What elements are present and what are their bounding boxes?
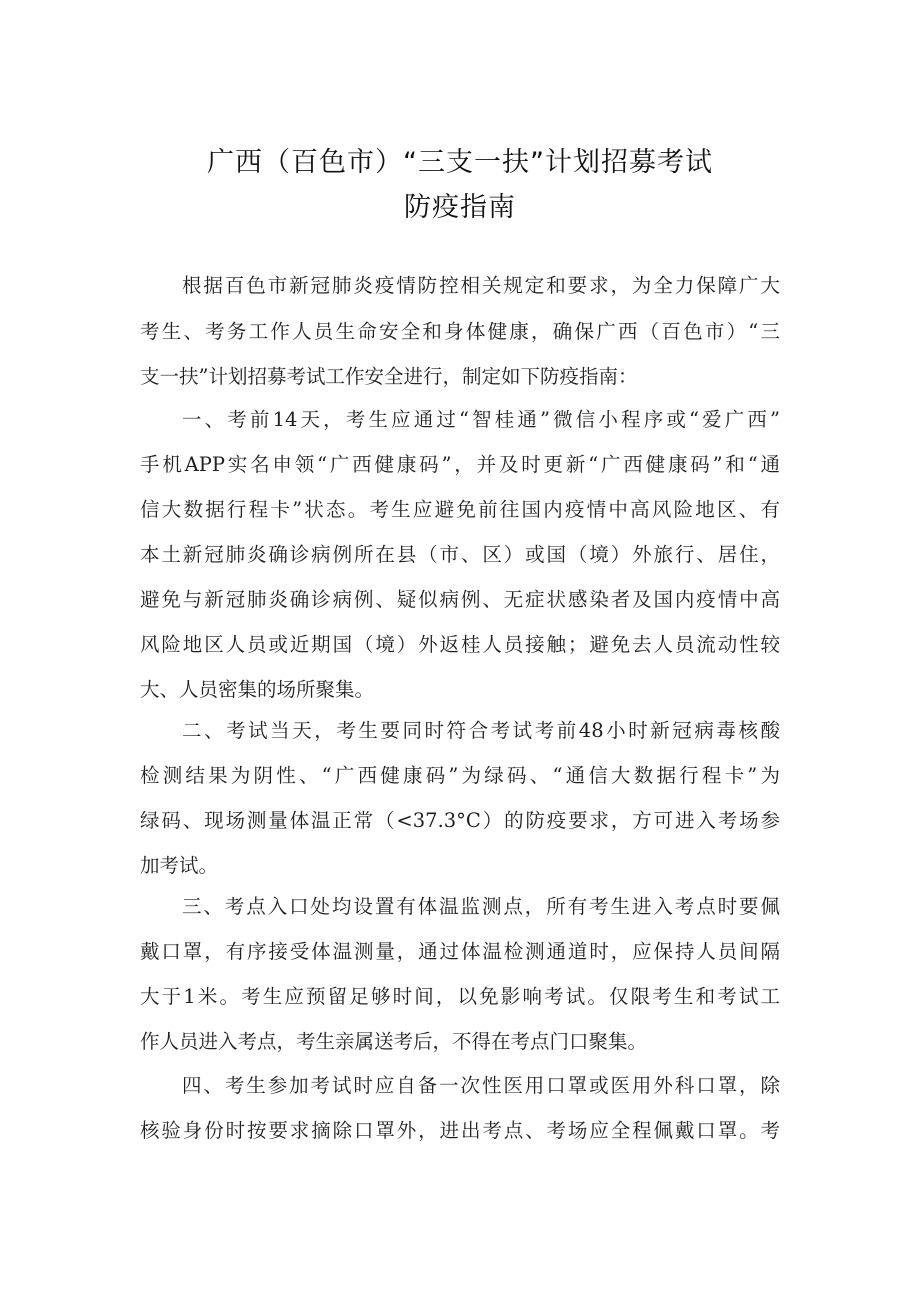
document-subtitle: 防疫指南 — [404, 192, 516, 223]
paragraph-4-line-1: 三、考点入口处均设置有体温监测点，所有考生进入考点时要佩 — [182, 895, 780, 918]
paragraph-3-line-4: 加考试。 — [140, 854, 219, 877]
paragraph-3-line-1: 二、考试当天，考生要同时符合考试考前48小时新冠病毒核酸 — [182, 719, 780, 742]
paragraph-2-line-7: 大、人员密集的场所聚集。 — [140, 678, 375, 701]
paragraph-2-line-1: 一、考前14天，考生应通过“智桂通”微信小程序或“爱广西” — [182, 408, 780, 431]
paragraph-1-line-1: 根据百色市新冠肺炎疫情防控相关规定和要求，为全力保障广大 — [182, 274, 780, 297]
paragraph-4-line-3: 大于1米。考生应预留足够时间，以免影响考试。仅限考生和考试工 — [140, 985, 780, 1008]
paragraph-1-line-3: 支一扶”计划招募考试工作安全进行，制定如下防疫指南： — [140, 365, 638, 388]
paragraph-3-line-3: 绿码、现场测量体温正常（<37.3°C）的防疫要求，方可进入考场参 — [140, 809, 780, 832]
paragraph-2-line-6: 风险地区人员或近期国（境）外返桂人员接触；避免去人员流动性较 — [140, 633, 780, 656]
document-title: 广西（百色市）“三支一扶”计划招募考试 — [207, 147, 713, 178]
paragraph-2-line-4: 本土新冠肺炎确诊病例所在县（市、区）或国（境）外旅行、居住， — [140, 543, 780, 566]
paragraph-1-line-2: 考生、考务工作人员生命安全和身体健康，确保广西（百色市）“三 — [140, 320, 780, 343]
paragraph-5-line-2: 核验身份时按要求摘除口罩外，进出考点、考场应全程佩戴口罩。考 — [140, 1119, 780, 1142]
paragraph-5-line-1: 四、考生参加考试时应自备一次性医用口罩或医用外科口罩，除 — [182, 1074, 780, 1097]
paragraph-3-line-2: 检测结果为阴性、“广西健康码”为绿码、“通信大数据行程卡”为 — [140, 764, 780, 787]
paragraph-2-line-5: 避免与新冠肺炎确诊病例、疑似病例、无症状感染者及国内疫情中高 — [140, 588, 780, 611]
paragraph-4-line-2: 戴口罩，有序接受体温测量，通过体温检测通道时，应保持人员间隔 — [140, 940, 780, 963]
paragraph-2-line-3: 信大数据行程卡”状态。考生应避免前往国内疫情中高风险地区、有 — [140, 498, 780, 521]
paragraph-2-line-2: 手机APP实名申领“广西健康码”，并及时更新“广西健康码”和“通 — [140, 453, 780, 476]
paragraph-4-line-4: 作人员进入考点，考生亲属送考后，不得在考点门口聚集。 — [140, 1030, 648, 1053]
